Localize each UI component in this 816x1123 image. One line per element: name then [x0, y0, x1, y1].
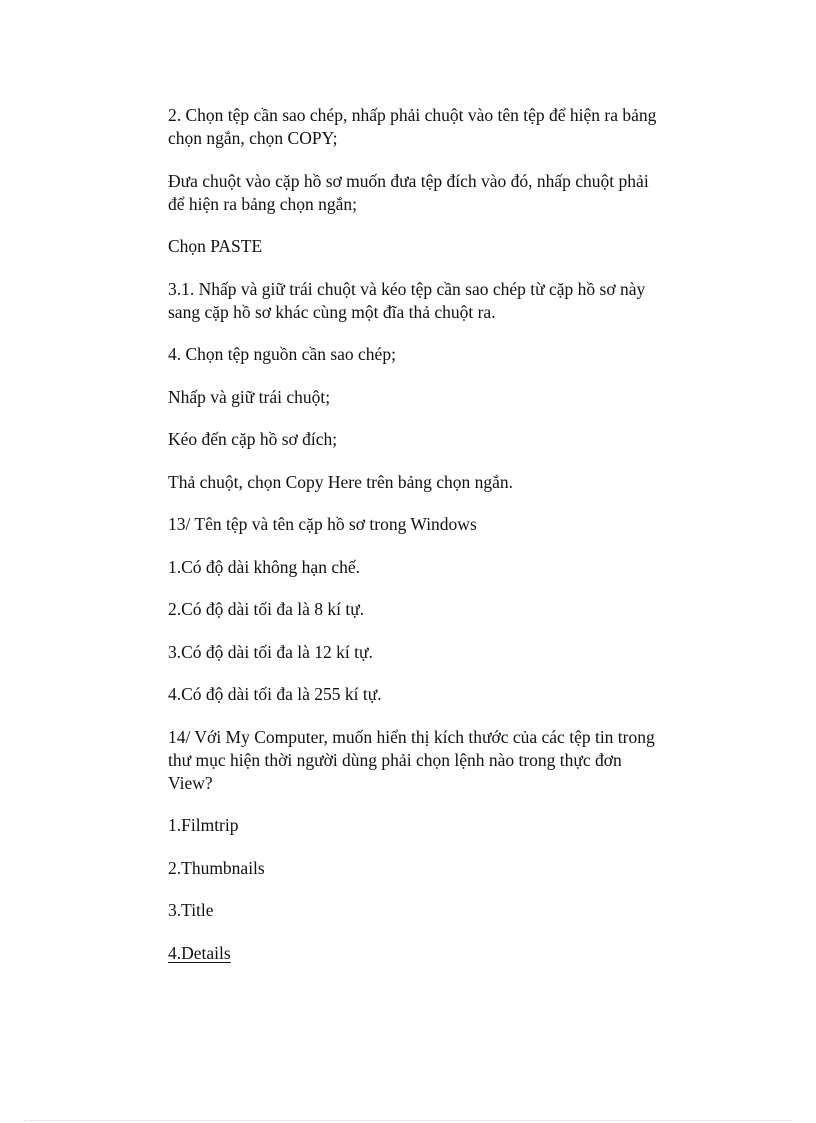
question-13-option-4: 4.Có độ dài tối đa là 255 kí tự. — [168, 684, 382, 704]
copy-step-2: 2. Chọn tệp cần sao chép, nhấp phải chuột vào tên tệp để hiện ra bảng chọn ngắn, chọn COPY; — [168, 105, 657, 148]
copy-step-4-hold: Nhấp và giữ trái chuột; — [168, 386, 331, 407]
copy-step-4: 4. Chọn tệp nguồn cần sao chép; — [168, 344, 396, 364]
question-13-option-1: 1.Có độ dài không hạn chế. — [168, 556, 360, 577]
question-13: 13/ Tên tệp và tên cặp hồ sơ trong Windows — [168, 514, 477, 534]
copy-step-2-move-mouse: Đưa chuột vào cặp hồ sơ muốn đưa tệp đích vào đó, nhấp chuột phải để hiện ra bảng chọn ngắn; — [168, 170, 649, 214]
document-body — [168, 104, 668, 984]
question-13-option-2: 2.Có độ dài tối đa là 8 kí tự. — [168, 599, 365, 619]
question-14: 14/ Với My Computer, muốn hiển thị kích thước của các tệp tin trong thư mục hiện thời người dùng phải chọn lệnh nào trong thực đơn View? — [168, 726, 655, 793]
question-14-option-3: 3.Title — [168, 900, 214, 920]
copy-step-2-paste: Chọn PASTE — [168, 236, 263, 256]
copy-step-3-1: 3.1. Nhấp và giữ trái chuột và kéo tệp cần sao chép từ cặp hồ sơ này sang cặp hồ sơ khác cùng một đĩa thả chuột ra. — [168, 278, 646, 322]
copy-step-4-release: Thả chuột, chọn Copy Here trên bảng chọn ngắn. — [168, 471, 514, 492]
copy-step-4-drag: Kéo đến cặp hồ sơ đích; — [168, 429, 338, 449]
question-14-option-4-answer: 4.Details — [168, 942, 231, 963]
page-bottom-divider — [24, 1120, 792, 1121]
question-14-option-1: 1.Filmtrip — [168, 815, 239, 835]
question-13-option-3: 3.Có độ dài tối đa là 12 kí tự. — [168, 641, 373, 662]
question-14-option-2: 2.Thumbnails — [168, 857, 265, 878]
